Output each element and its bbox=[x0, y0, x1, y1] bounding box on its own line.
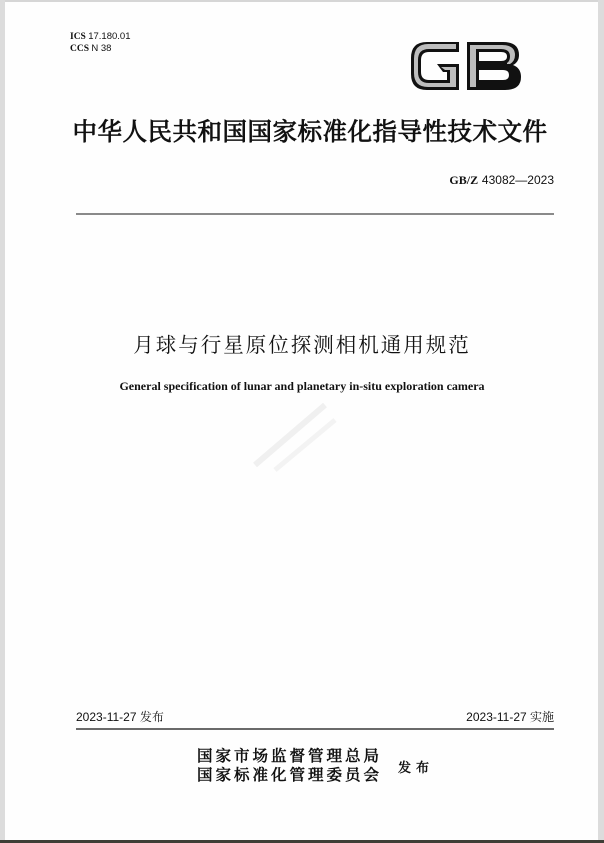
dates-row bbox=[76, 708, 554, 726]
issuer-samr: 国家市场监督管理总局 bbox=[197, 746, 383, 765]
watermark-icon bbox=[235, 395, 355, 475]
title-chinese: 月球与行星原位探测相机通用规范 bbox=[133, 333, 471, 357]
title-english: General specification of lunar and planetary in-situ exploration camera bbox=[119, 379, 485, 393]
standard-number: GB/Z 43082—2023 bbox=[449, 173, 554, 187]
gb-logo-icon bbox=[407, 38, 525, 94]
ccs-code: CCS N 38 bbox=[70, 43, 112, 54]
issue-label: 发布 bbox=[398, 761, 435, 776]
viewer-scrollbar-track[interactable] bbox=[598, 0, 604, 843]
document-classification-heading: 中华人民共和国国家标准化指导性技术文件 bbox=[72, 117, 548, 146]
bottom-divider bbox=[76, 728, 554, 730]
ics-code: ICS 17.180.01 bbox=[70, 31, 131, 42]
release-date: 2023-11-27 发布 bbox=[76, 710, 164, 724]
top-divider bbox=[76, 213, 554, 215]
classification-codes bbox=[70, 31, 130, 55]
issuer-sac: 国家标准化管理委员会 bbox=[197, 765, 383, 784]
implementation-date: 2023-11-27 实施 bbox=[466, 710, 554, 724]
issuing-authorities bbox=[197, 746, 382, 784]
